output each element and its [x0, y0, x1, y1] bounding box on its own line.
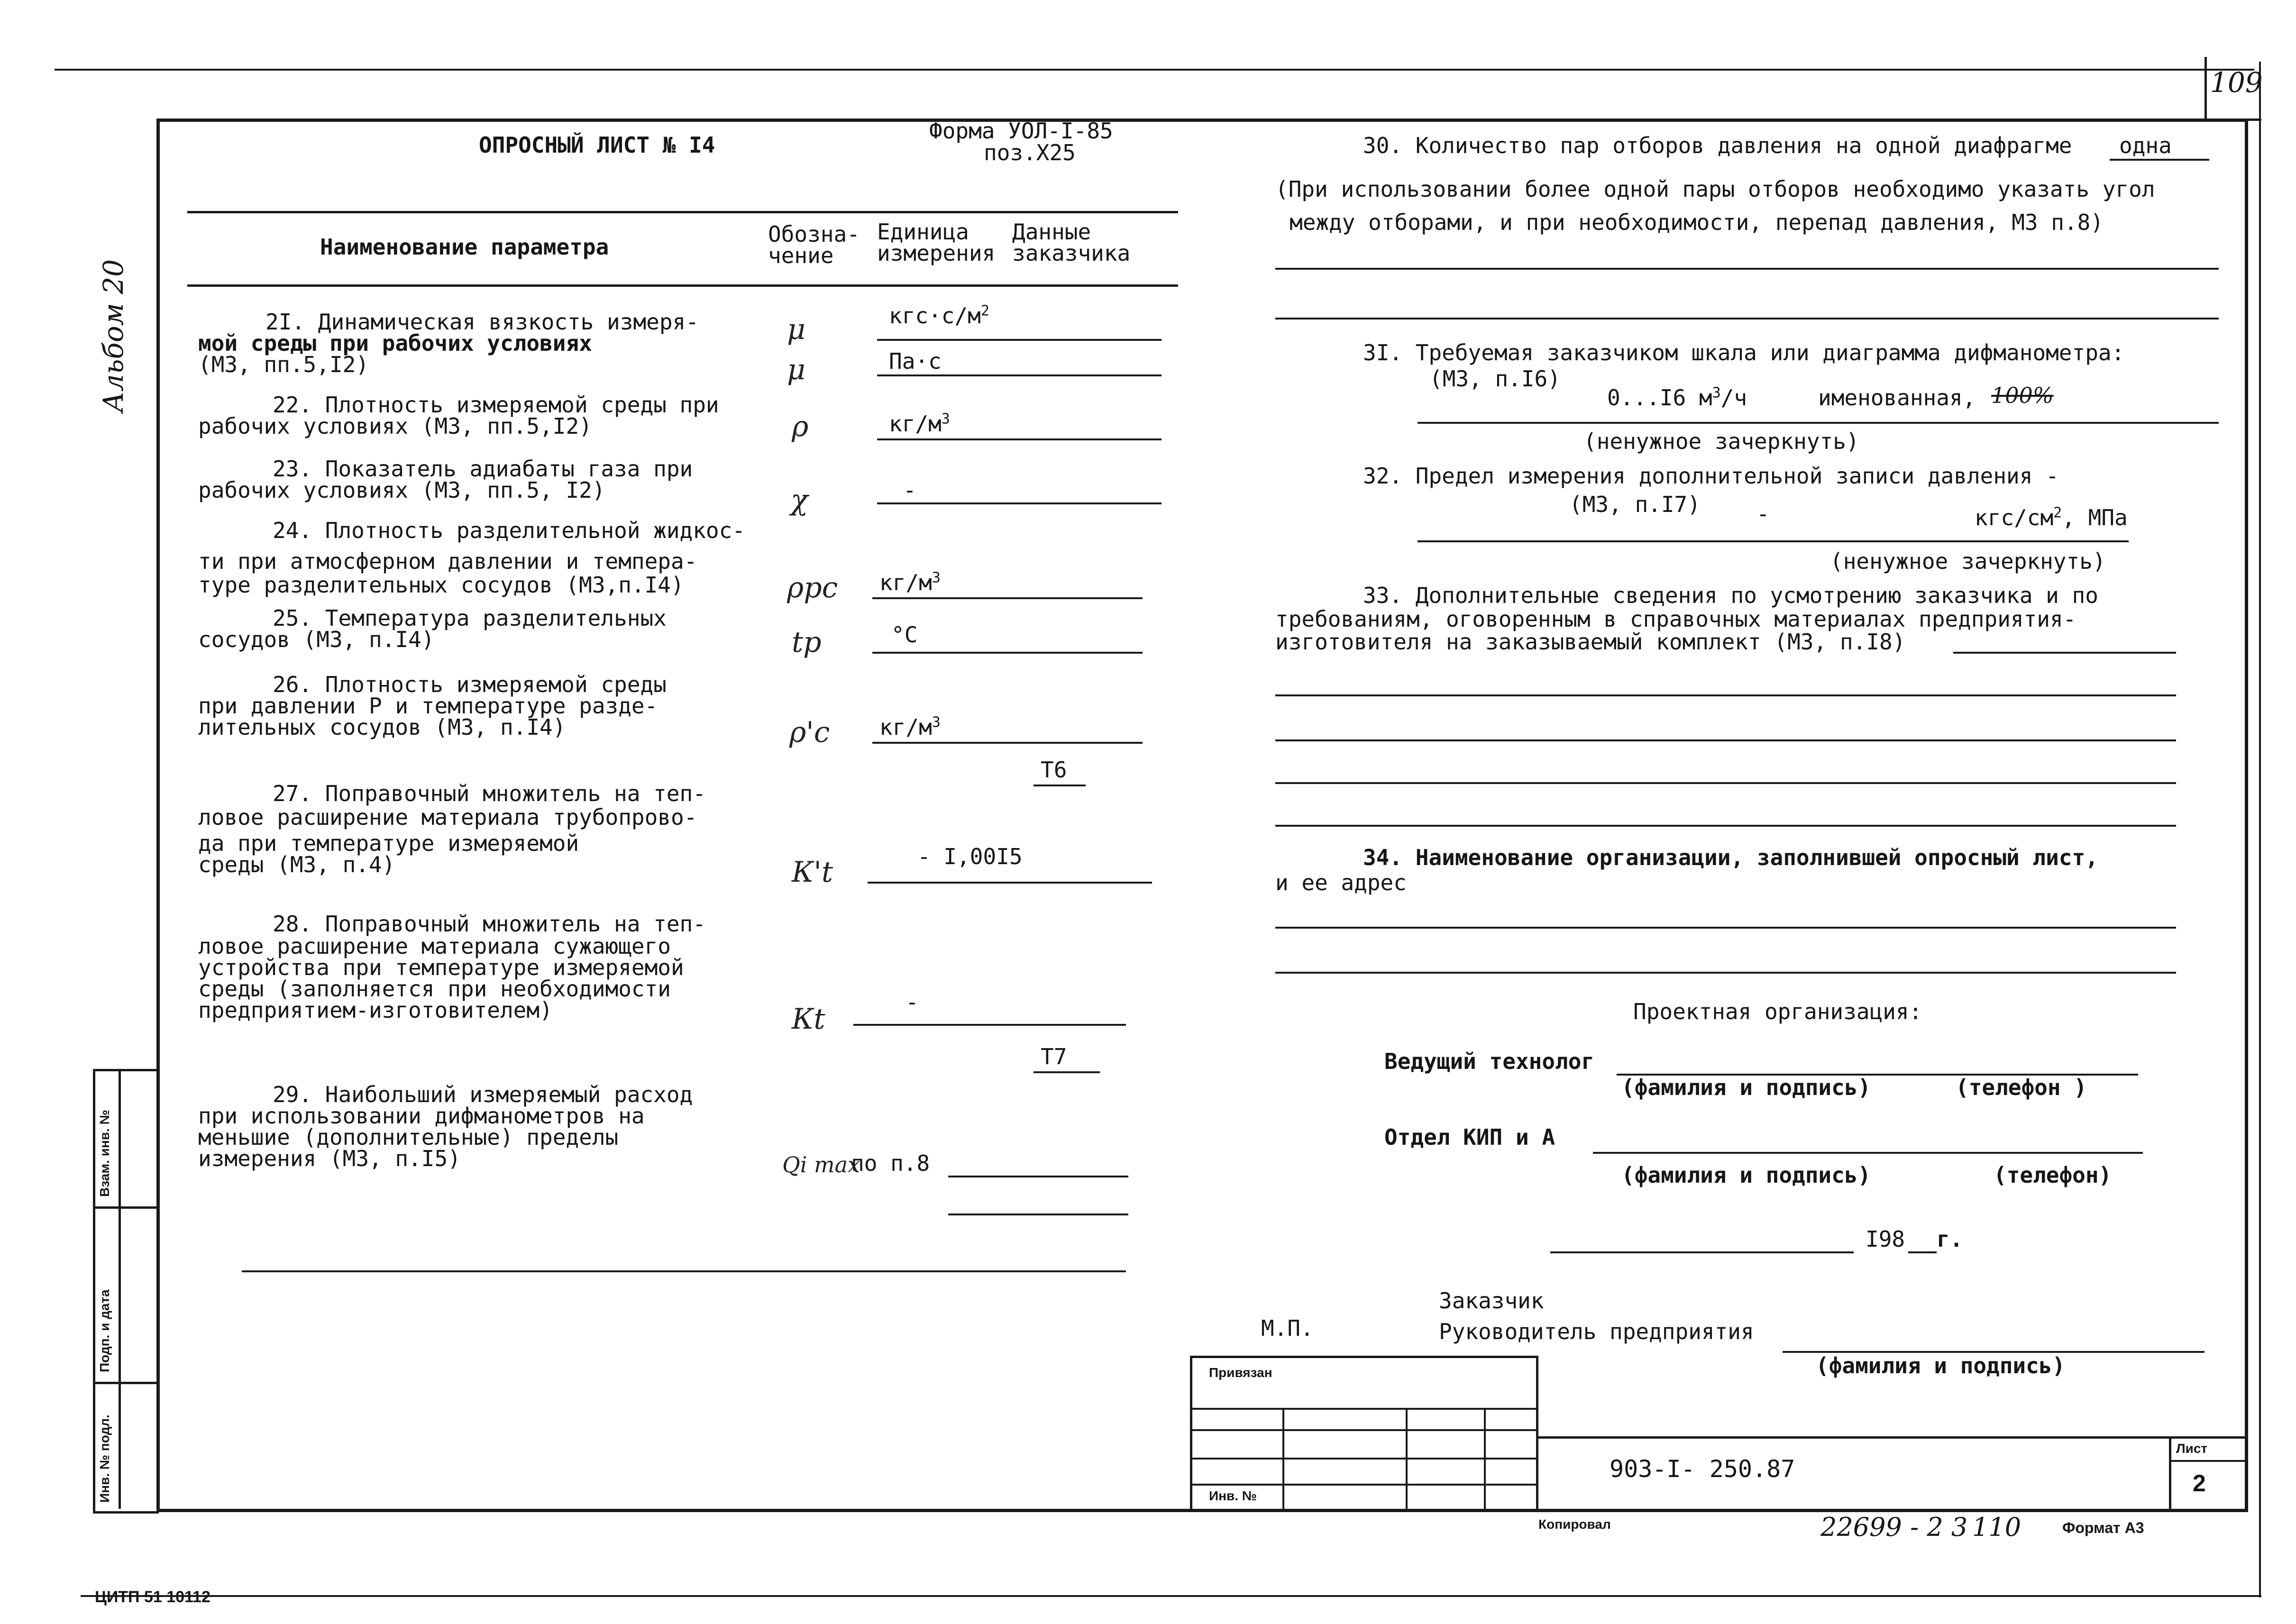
- item-23-line2: рабочих условиях (МЗ, пп.5, I2): [198, 477, 605, 503]
- customer-label: Заказчик: [1439, 1288, 1544, 1314]
- item-25-line: [872, 652, 1143, 654]
- item-22-unit: $кг/м^3$: [889, 411, 950, 437]
- table-header-top: [187, 211, 1178, 213]
- item-23-line: [877, 502, 1162, 504]
- item-28-line3: устройства при температуре измеряемой: [198, 955, 684, 980]
- head-label: Руководитель предприятия: [1439, 1319, 1754, 1344]
- item-34-line2: и ее адрес: [1275, 870, 1407, 895]
- item-26-line3: лительных сосудов (МЗ, п.I4): [198, 714, 566, 740]
- item-32: 32. Предел измерения дополнительной записи давления -: [1363, 463, 2059, 489]
- binding-label: Привязан: [1209, 1365, 1272, 1380]
- header-data-1: Данные: [1012, 219, 1091, 245]
- item-30-value-line: [2110, 159, 2209, 161]
- year-line: [1908, 1251, 1937, 1253]
- title-block-top: [1536, 1436, 2247, 1439]
- item-31-value: 0...I6 $м^3/ч$: [1607, 384, 1747, 411]
- item-28-line2: ловое расширение материала сужающего: [198, 933, 671, 959]
- item-30-line-b: [1275, 318, 2219, 319]
- item-33-line-c: [1275, 739, 2176, 741]
- side-stamp-divider: [119, 1069, 121, 1509]
- symbol-t-p: tр: [792, 626, 822, 659]
- head-fio-caption: (фамилия и подпись): [1816, 1353, 2066, 1378]
- item-22-line: [877, 438, 1162, 440]
- item-27-line2: ловое расширение материала трубопрово-: [198, 804, 697, 830]
- dept-label: Отдел КИП и А: [1384, 1124, 1555, 1150]
- item-25-line1: 25. Температура разделительных: [273, 605, 667, 631]
- t6-underline: [1034, 785, 1086, 786]
- dept-fio-caption: (фамилия и подпись): [1621, 1162, 1871, 1188]
- item-24-line: [872, 597, 1143, 599]
- sheet-number: 2: [2193, 1470, 2206, 1496]
- header-unit-2: измерения: [877, 240, 996, 266]
- header-unit-1: Единица: [877, 219, 969, 245]
- side-stamp-row2: [93, 1382, 156, 1384]
- item-34-line-b: [1275, 972, 2176, 974]
- item-25-line2: сосудов (МЗ, п.I4): [198, 627, 435, 652]
- outer-bottom-line: [81, 1595, 2261, 1597]
- form-position: поз.X25: [984, 140, 1076, 165]
- stamp-mp: М.П.: [1261, 1315, 1314, 1341]
- side-stamp-row1: [93, 1206, 156, 1209]
- item-21-line1: 2I. Динамическая вязкость измеря-: [265, 309, 699, 335]
- side-stamp-vzam: Взам. инв. №: [97, 1110, 112, 1197]
- item-33-line1: 33. Дополнительные сведения по усмотрению заказчика и по: [1363, 583, 2098, 608]
- side-stamp-sign-date: Подп. и дата: [97, 1289, 112, 1372]
- item-29-line3: меньшие (дополнительные) пределы: [198, 1124, 619, 1150]
- document-code: 903-I- 250.87: [1610, 1455, 1795, 1483]
- handwritten-number-2: 110: [1972, 1512, 2022, 1542]
- symbol-rho-pc: ρрс: [787, 571, 838, 604]
- form-code: Форма УОЛ-I-85: [929, 118, 1113, 144]
- binding-col-2: [1406, 1408, 1408, 1509]
- item-24-line3: туре разделительных сосудов (МЗ,п.I4): [198, 572, 684, 598]
- item-21-line-a: [877, 339, 1162, 341]
- inv-label: Инв. №: [1209, 1488, 1257, 1503]
- item-32-units: кгс/$см^2$, МПа: [1975, 504, 2128, 530]
- item-28-line5: предприятием-изготовителем): [198, 997, 553, 1023]
- lead-fio-caption: (фамилия и подпись): [1621, 1075, 1871, 1100]
- item-22-line2: рабочих условиях (МЗ, пп.5,I2): [198, 413, 592, 439]
- item-29-line-a: [948, 1176, 1128, 1177]
- year-suffix: г.: [1937, 1226, 1963, 1252]
- item-22-line1: 22. Плотность измеряемой среды при: [273, 392, 719, 418]
- top-sheet-line: [55, 69, 2254, 71]
- table-ref-t6: Т6: [1041, 757, 1067, 783]
- item-21-line3: (МЗ, пп.5,I2): [198, 352, 369, 377]
- binding-col-3: [1484, 1408, 1486, 1509]
- item-27-value: - I,00I5: [917, 844, 1023, 869]
- item-28-line: [853, 1024, 1126, 1026]
- item-34-line-a: [1275, 927, 2176, 929]
- item-31-named: именованная,: [1818, 385, 1976, 411]
- item-26-unit: $кг/м^3$: [879, 714, 941, 740]
- lead-phone-caption: (телефон ): [1956, 1075, 2087, 1100]
- item-31-struck: 100%: [1991, 383, 2054, 408]
- item-26-line2: при давлении Р и температуре разде-: [198, 693, 658, 719]
- item-32-value: -: [1756, 501, 1770, 527]
- item-33-line-e: [1275, 825, 2176, 827]
- item-27-line3: да при температуре измеряемой: [198, 830, 579, 856]
- item-24-line1: 24. Плотность разделительной жидкос-: [273, 518, 745, 543]
- header-symbol-1: Обозна-: [768, 221, 860, 247]
- item-21-line2: мой среды при рабочих условиях: [198, 330, 592, 356]
- symbol-q: Qi max: [782, 1152, 860, 1177]
- dept-line: [1593, 1152, 2143, 1154]
- item-21-line-b: [877, 374, 1162, 376]
- table-header-bottom: [187, 284, 1178, 287]
- header-data-2: заказчика: [1012, 240, 1131, 266]
- symbol-kt: Кt: [792, 1003, 825, 1036]
- album-label: Альбом 20: [97, 259, 129, 412]
- outer-right-line: [2259, 62, 2261, 1597]
- item-30-note-2: между отборами, и при необходимости, перепад давления, МЗ п.8): [1290, 210, 2104, 235]
- dept-phone-caption: (телефон): [1994, 1162, 2112, 1188]
- item-34-line1: 34. Наименование организации, заполнившей опросный лист,: [1363, 845, 2098, 870]
- year-value: I98: [1866, 1226, 1905, 1252]
- item-28-line1: 28. Поправочный множитель на теп-: [273, 911, 706, 937]
- item-32-line: [1418, 540, 2129, 542]
- item-30-note-1: (При использовании более одной пары отборов необходимо указать угол: [1275, 176, 2155, 202]
- item-21-unit-kgs: $кгс\cdot с/м^2$: [889, 302, 989, 328]
- item-33-line-a: [1953, 652, 2176, 654]
- item-24-line2: ти при атмосферном давлении и темпера-: [198, 548, 697, 574]
- symbol-mu-1: μ: [787, 313, 805, 346]
- header-symbol-2: чение: [768, 243, 834, 268]
- copied-label: Копировал: [1538, 1517, 1611, 1532]
- table-ref-t7: Т7: [1041, 1044, 1067, 1069]
- item-33-line3: изготовителя на заказываемый комплект (МЗ, п.I8): [1275, 629, 1906, 655]
- item-26-line1: 26. Плотность измеряемой среды: [273, 672, 667, 697]
- item-23-value: -: [903, 477, 916, 503]
- frame-right: [2245, 119, 2248, 1512]
- design-org-label: Проектная организация:: [1633, 999, 1922, 1024]
- handwritten-number: 22699 - 2 3: [1820, 1512, 1968, 1542]
- item-29-line1: 29. Наибольший измеряемый расход: [273, 1082, 693, 1107]
- left-bottom-line: [242, 1270, 1126, 1272]
- symbol-rho-c: ρ'с: [789, 716, 830, 749]
- item-29-line4: измерения (МЗ, п.I5): [198, 1146, 461, 1171]
- item-29-line-b: [948, 1213, 1128, 1215]
- item-26-line: [872, 742, 1143, 744]
- item-27-line1: 27. Поправочный множитель на теп-: [273, 781, 706, 806]
- form-title: ОПРОСНЫЙ ЛИСТ № I4: [479, 132, 715, 158]
- item-33-line2: требованиям, оговоренным в справочных материалах предприятия-: [1275, 606, 2076, 632]
- item-32-strike-note: (ненужное зачеркнуть): [1830, 548, 2106, 574]
- item-33-line-d: [1275, 782, 2176, 784]
- item-31-line: [1418, 422, 2219, 424]
- symbol-mu-2: μ: [787, 353, 805, 386]
- item-30: 30. Количество пар отборов давления на одной диафрагме: [1363, 133, 2072, 158]
- item-28-value: -: [906, 989, 919, 1015]
- item-23-line1: 23. Показатель адиабаты газа при: [273, 456, 693, 482]
- page-number: 109: [2210, 66, 2263, 99]
- header-param: Наименование параметра: [320, 234, 609, 260]
- item-24-unit: $кг/м^3$: [879, 569, 941, 595]
- frame-top: [156, 119, 2247, 122]
- t7-underline: [1034, 1071, 1100, 1073]
- item-29-value: по п.8: [851, 1150, 930, 1176]
- symbol-kt-prime: К't: [792, 856, 833, 889]
- binding-block-right: [1536, 1356, 1538, 1509]
- format-label: Формат А3: [2062, 1519, 2144, 1536]
- item-27-line4: среды (МЗ, п.4): [198, 852, 395, 877]
- sheet-label: Лист: [2176, 1441, 2208, 1456]
- item-31-strike-note: (ненужное зачеркнуть): [1583, 429, 1859, 454]
- sheet-box-divider: [2169, 1460, 2245, 1462]
- item-30-value: одна: [2119, 133, 2172, 158]
- footer-code: ЦИТП 51 10112: [95, 1588, 210, 1606]
- item-32-ref: (МЗ, п.I7): [1569, 492, 1701, 517]
- item-25-unit: °С: [891, 622, 918, 648]
- item-33-line-b: [1275, 694, 2176, 696]
- side-stamp-inv-orig: Инв. № подл.: [97, 1414, 112, 1503]
- lead-technologist-label: Ведущий технолог: [1384, 1049, 1595, 1074]
- item-27-line: [868, 882, 1152, 884]
- sheet-box-left: [2169, 1436, 2171, 1509]
- item-28-line4: среды (заполняется при необходимости: [198, 976, 671, 1002]
- date-line: [1550, 1251, 1854, 1253]
- item-31-ref: (МЗ, п.I6): [1429, 366, 1561, 392]
- item-29-line2: при использовании дифманометров на: [198, 1103, 645, 1129]
- item-21-unit-pas: Па·с: [889, 348, 942, 374]
- symbol-rho: ρ: [792, 410, 809, 443]
- binding-col-1: [1282, 1408, 1284, 1509]
- symbol-kappa: χ: [791, 484, 808, 517]
- item-31: 3I. Требуемая заказчиком шкала или диаграмма дифманометра:: [1363, 340, 2125, 365]
- item-30-line-a: [1275, 268, 2219, 270]
